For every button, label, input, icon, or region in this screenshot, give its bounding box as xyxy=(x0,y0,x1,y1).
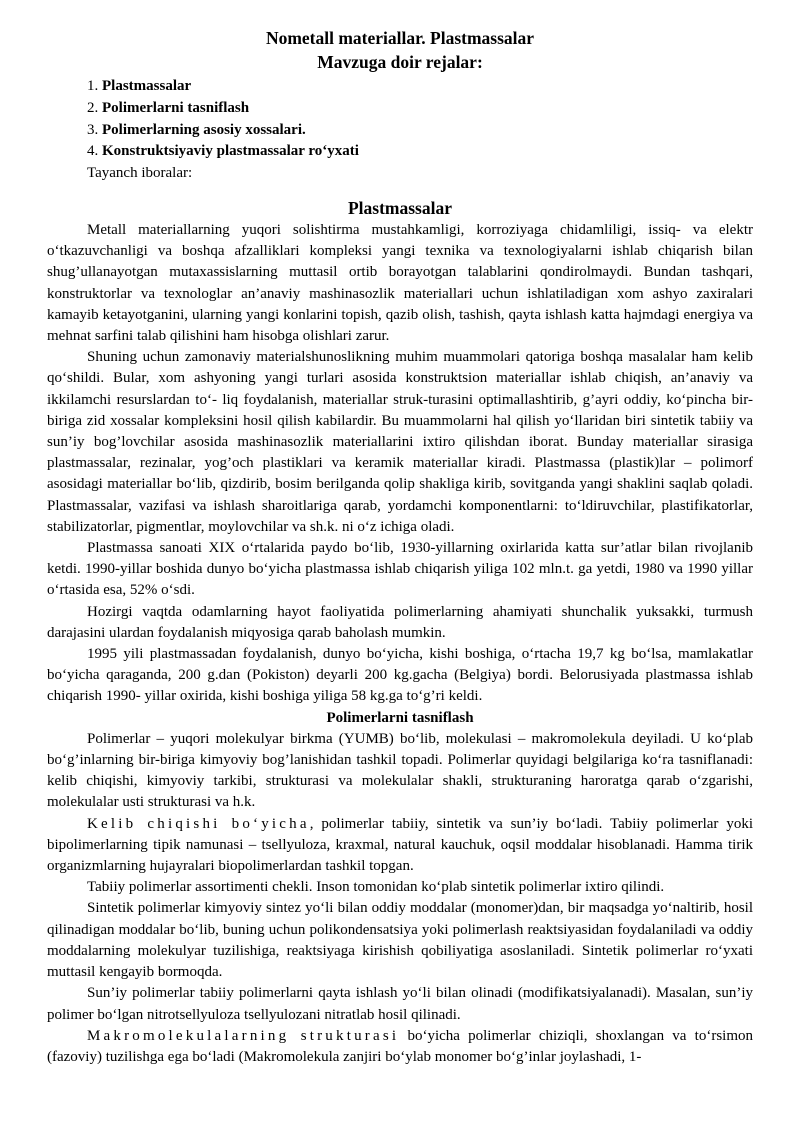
keywords-label: Tayanch iboralar: xyxy=(87,165,193,182)
paragraph: 1995 yili plastmassadan foydalanish, dunyo bo‘yicha, kishi boshiga, o‘rtacha 19,7 kg bo‘lsa, mamlakatlar bo‘yicha qaraganda, 200 g.dan (Pokiston) deyarli 200 kg.gacha (Belgiya) bordi. Belorusiyada plastmassa ishlab chiqarish 1990- yillar oxirida, kishi boshiga yiliga 58 kg.ga to‘g’ri keldi. xyxy=(47,646,753,705)
paragraph-text: bo‘yicha polimerlar chiziqli, shoxlangan va to‘rsimon (fazoviy) tuzilishga ega bo‘ladi (Makromolekula zanjiri bo‘ylab monomer bo‘g’inlar joylashadi, 1- xyxy=(47,1027,753,1065)
plan-item: 3. Polimerlarning asosiy xossalari. xyxy=(87,121,306,138)
plan-item: 4. Konstruktsiyaviy plastmassalar ro‘yxati xyxy=(87,143,359,160)
plan-item: 1. Plastmassalar xyxy=(87,78,192,94)
paragraph xyxy=(47,1026,753,1068)
paragraph xyxy=(47,814,753,878)
spaced-term: Kelib chiqishi bo‘yicha xyxy=(87,815,310,832)
paragraph: Plastmassa sanoati XIX o‘rtalarida paydo bo‘lib, 1930-yillarning oxirlarida katta sur’atlar bilan rivojlanib ketdi. 1990-yillar boshida dunyo bo‘yicha plastmassa ishlab chiqarish yiliga 102 mln.t. ga yetdi, 1980 va 1990 yillar o‘rtasida esa, 52% o‘sdi. xyxy=(47,540,753,599)
section-heading-tasniflash: Polimerlarni tasniflash xyxy=(326,709,474,726)
paragraph: Metall materiallarning yuqori solishtirma mustahkamligi, korroziyaga chidamliligi, issiq- va elektr o‘tkazuvchanligi va boshqa afzalliklari kompleksi yangi texnika va texnologiyalarni ishlab chiqarish bilan shug’ullanayotgan mutaxassislarning muttasil ortib borayotgan talablarini qondirolmaydi. Bundan tashqari, konstruktorlar va texnologlar an’anaviy mashinasozlik materiallari uchun ishlatiladigan xom ashyo zaxiralari kamayib ketayotganini, ularning yangi konlarini topish, qazib olish, tashish, qayta ishlash katta hajmdagi energiya va mehnat sarfini talab qilishini ham hisobga olishlari zarur. xyxy=(47,221,753,344)
spaced-term: Makromolekulalarning strukturasi xyxy=(87,1027,400,1044)
paragraph: Sun’iy polimerlar tabiiy polimerlarni qayta ishlash yo‘li bilan olinadi (modifikatsiyalanadi). Masalan, sun’iy polimer bo‘lgan nitrotsellyuloza tsellyulozani nitratlab hosil qilinadi. xyxy=(47,985,753,1023)
paragraph: Hozirgi vaqtda odamlarning hayot faoliyatida polimerlarning ahamiyati shunchalik yuksakki, turmush darajasini ulardan foydalanish miqyosiga qarab baholash mumkin. xyxy=(47,603,753,641)
paragraph: Polimerlar – yuqori molekulyar birkma (YUMB) bo‘lib, molekulasi – makromolekula deyiladi. U ko‘plab bo‘g’inlarning bir-biriga kimyoviy bog’lanishidan tashkil topadi. Polimerlar quyidagi belgilariga ko‘ra tasniflanadi: kelib chiqishi, kimyoviy tarkibi, strukturasi va molekulalar shakli, strukturaning haroratga qarab o‘zgarishi, molekulalar usti strukturasi va h.k. xyxy=(47,730,753,811)
section-heading-plastmassalar: Plastmassalar xyxy=(347,197,453,218)
paragraph: Sintetik polimerlar kimyoviy sintez yo‘li bilan oddiy moddalar (monomer)dan, bir maqsadga yo‘naltirib, hosil qilinadigan moddalar bo‘lib, buning uchun polikondensatsiya yoki polimerlash reaktsiyasidan foydalaniladi va oddiy moddalarning molekulyar tuzilishiga, reaktsiyaga kirishish qobiliyatiga asoslaniladi. Sintetik polimerlar ro‘yxati muttasil kengayib bormoqda. xyxy=(47,900,753,981)
document-title: Nometall materiallar. Plastmassalar xyxy=(265,28,535,48)
plan-list xyxy=(87,76,753,163)
plan-heading: Mavzuga doir rejalar: xyxy=(317,52,483,72)
plan-item: 2. Polimerlarni tasniflash xyxy=(87,99,250,116)
paragraph-text: , polimerlar tabiiy, sintetik va sun’iy bo‘ladi. Tabiiy polimerlar yoki bipolimerlarning tipik namunasi – tsellyuloza, kraxmal, natural kauchuk, oqsil moddalar hisoblanadi. Hamma tirik organizmlarning hujayralari biopolimerlardan tashkil topgan. xyxy=(47,815,753,875)
paragraph: Tabiiy polimerlar assortimenti chekli. Inson tomonidan ko‘plab sintetik polimerlar ixtiro qilindi. xyxy=(87,879,665,896)
paragraph: Shuning uchun zamonaviy materialshunoslikning muhim muammolari qatoriga boshqa masalalar ham kelib qo‘shildi. Bular, xom ashyoning yangi turlari asosida konstruktsion materiallar ishlab chiqish, an’anaviy va ikkilamchi resurslardan to‘- liq foydalanish, materiallar struk-turasini optimallashtirib, g’ayri oddiy, ko‘pincha bir-biriga zid xossalar kompleksini hosil qilish kabilardir. Bu muammolarni hal qilish yo‘llaridan biri sintetik tabiiy va sun’iy bog’lovchilar asosida mashinasozlik materiallarini ixtiro qilishdan iborat. Bunday materiallar sirasiga plastmassalar, rezinalar, yog’och plastiklari va keramik materiallar kiradi. Plastmassa (plastik)lar – polimorf asosidagi materiallar bo‘lib, qizdirib, bosim berilganda qolip shakliga kirib, sovitganda yangi shaklini saqlab qoladi. Plastmassalar, vazifasi va ishlash sharoitlariga qarab, yordamchi komponentlarni: to‘ldiruvchilar, plastifikatorlar, stabilizatorlar, pigmentlar, moylovchilar va sh.k. ni o‘z ichiga oladi. xyxy=(47,349,753,535)
